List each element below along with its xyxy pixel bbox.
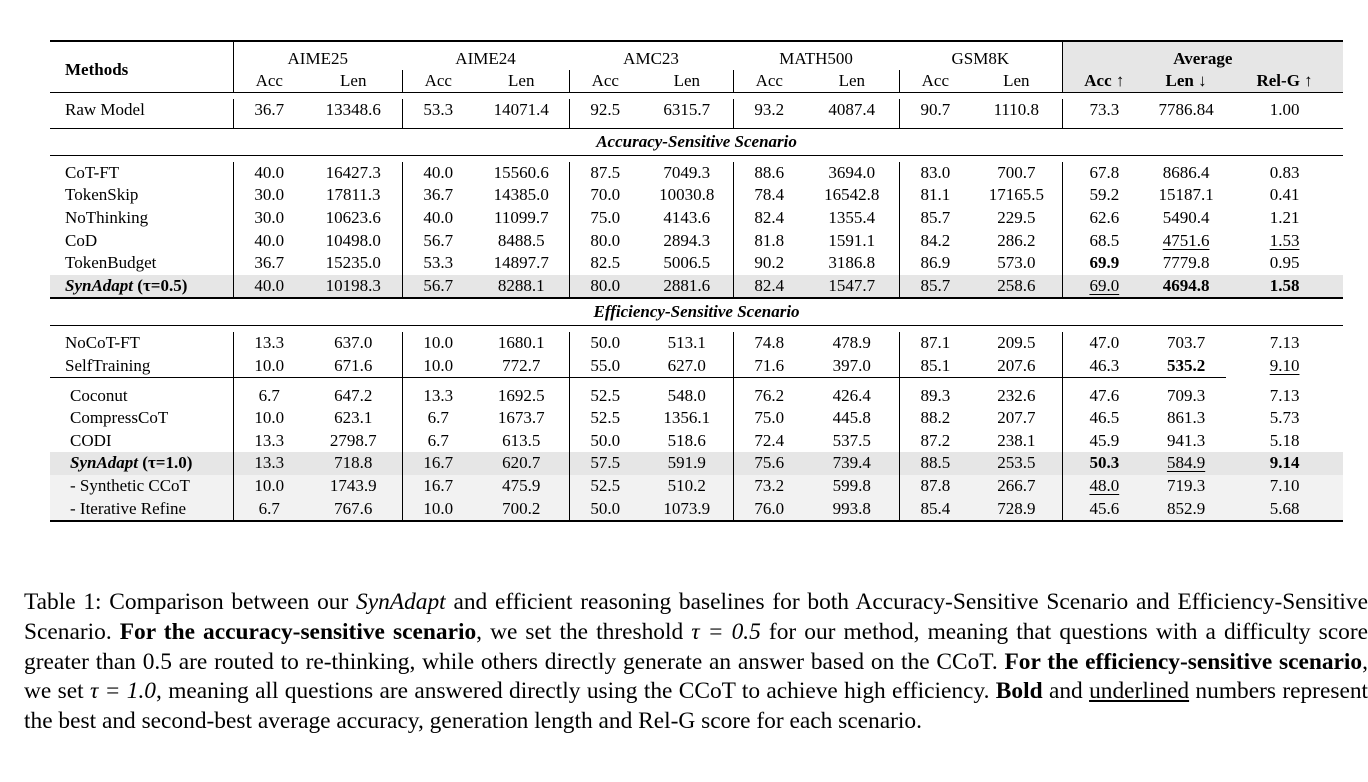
value-cell: 81.8 [733, 229, 805, 252]
value-cell: 52.5 [569, 475, 641, 498]
value-cell: 14071.4 [493, 100, 549, 120]
value-cell: 4087.4 [828, 100, 876, 120]
section-title-row [50, 298, 1343, 326]
value-cell: 17165.5 [988, 185, 1044, 205]
method-name: NoThinking [65, 208, 149, 228]
value-cell: 83.0 [899, 162, 971, 185]
value-cell: 80.0 [569, 275, 641, 299]
value-cell: 87.2 [899, 430, 971, 453]
value-cell: 1073.9 [641, 497, 733, 521]
value-cell: 85.7 [899, 275, 971, 299]
table-row [50, 497, 1343, 521]
value-cell: 6.7 [233, 497, 305, 521]
value-cell: 10623.6 [325, 208, 381, 228]
value-cell: 89.3 [899, 384, 971, 407]
value-cell: 3694.0 [828, 162, 876, 182]
average-cell: 703.7 [1166, 333, 1206, 353]
table-row [50, 384, 1343, 407]
value-cell: 85.4 [899, 497, 971, 521]
table-row [50, 452, 1343, 475]
method-name: NoCoT-FT [65, 333, 140, 353]
value-cell: 30.0 [233, 207, 305, 230]
average-cell: 709.3 [1166, 385, 1206, 405]
value-cell: 718.8 [305, 452, 402, 475]
value-cell: 229.5 [997, 208, 1036, 228]
value-cell: 87.1 [899, 332, 971, 355]
value-cell: 258.6 [971, 275, 1062, 299]
value-cell: 84.2 [899, 229, 971, 252]
value-cell: 40.0 [233, 229, 305, 252]
value-cell: 623.1 [334, 408, 373, 428]
value-cell: 93.2 [733, 99, 805, 122]
average-cell: 8686.4 [1162, 162, 1210, 182]
caption-text: , we set [24, 648, 1368, 705]
value-cell: 6315.7 [663, 100, 711, 120]
value-cell: 232.6 [997, 385, 1036, 405]
value-cell: 700.2 [474, 497, 569, 521]
value-cell: 87.8 [899, 475, 971, 498]
average-cell: 584.9 [1146, 452, 1226, 475]
average-cell: 7.13 [1269, 385, 1300, 405]
average-cell: 852.9 [1146, 497, 1226, 521]
value-cell: 57.5 [569, 452, 641, 475]
average-cell: 7779.8 [1162, 253, 1210, 273]
value-cell: 11099.7 [493, 208, 549, 228]
table-row [50, 99, 1343, 122]
value-cell: 40.0 [402, 207, 474, 230]
average-cell: 62.6 [1062, 207, 1146, 230]
value-cell: 13.3 [233, 332, 305, 355]
len-header: Len [838, 71, 866, 90]
value-cell: 13348.6 [325, 100, 381, 120]
value-cell: 55.0 [569, 355, 641, 378]
value-cell: 50.0 [569, 497, 641, 521]
value-cell: 548.0 [667, 385, 706, 405]
value-cell: 50.0 [569, 332, 641, 355]
caption-bold-word: Bold [995, 678, 1043, 705]
table-row [50, 252, 1343, 275]
acc-header: Acc [569, 70, 641, 93]
value-cell: 8288.1 [474, 275, 569, 299]
value-cell: 74.8 [733, 332, 805, 355]
value-cell: 478.9 [832, 333, 871, 353]
value-cell: 78.4 [733, 184, 805, 207]
value-cell: 8488.5 [497, 230, 545, 250]
value-cell: 573.0 [997, 253, 1036, 273]
value-cell: 207.6 [997, 356, 1036, 376]
value-cell: 426.4 [832, 385, 871, 405]
value-cell: 10.0 [402, 332, 474, 355]
avg-len-header: Len ↓ [1146, 70, 1226, 93]
method-name: CODI [70, 430, 112, 450]
average-cell: 47.6 [1062, 384, 1146, 407]
average-header: Average [1062, 41, 1343, 70]
average-cell: 4694.8 [1146, 275, 1226, 299]
value-cell: 1692.5 [497, 385, 545, 405]
average-cell: 0.95 [1269, 253, 1300, 273]
value-cell: 1673.7 [497, 408, 545, 428]
average-cell: 68.5 [1062, 229, 1146, 252]
acc-header: Acc [899, 70, 971, 93]
table-row [50, 430, 1343, 453]
value-cell: 10030.8 [659, 185, 715, 205]
avg-relg-header: Rel-G ↑ [1226, 70, 1343, 93]
average-cell: 69.9 [1062, 252, 1146, 275]
dataset-header: AIME25 [233, 41, 402, 70]
value-cell: 767.6 [305, 497, 402, 521]
method-name: - Synthetic CCoT [50, 475, 233, 498]
value-cell: 1355.4 [828, 208, 876, 228]
table-caption [24, 588, 1368, 737]
value-cell: 87.5 [569, 162, 641, 185]
value-cell: 90.2 [733, 252, 805, 275]
section-title-row [50, 128, 1343, 155]
average-cell: 59.2 [1062, 184, 1146, 207]
value-cell: 613.5 [502, 430, 541, 450]
value-cell: 513.1 [667, 333, 706, 353]
value-cell: 53.3 [402, 252, 474, 275]
average-cell: 73.3 [1062, 99, 1146, 122]
table-row [50, 407, 1343, 430]
value-cell: 5006.5 [663, 253, 711, 273]
dataset-header: AIME24 [402, 41, 569, 70]
value-cell: 85.7 [899, 207, 971, 230]
table-row [50, 475, 1343, 498]
average-cell: 48.0 [1062, 475, 1146, 498]
value-cell: 6.7 [402, 430, 474, 453]
acc-header: Acc [733, 70, 805, 93]
value-cell: 3186.8 [828, 253, 876, 273]
value-cell: 71.6 [733, 355, 805, 378]
value-cell: 85.1 [899, 355, 971, 378]
method-param: (τ=0.5) [137, 275, 188, 295]
value-cell: 16.7 [402, 475, 474, 498]
average-cell: 1.21 [1269, 208, 1300, 228]
method-name-italic: SynAdapt [65, 275, 134, 295]
value-cell: 16427.3 [325, 162, 381, 182]
average-cell: 47.0 [1062, 332, 1146, 355]
value-cell: 82.5 [569, 252, 641, 275]
acc-header: Acc [233, 70, 305, 93]
value-cell: 637.0 [334, 333, 373, 353]
value-cell: 52.5 [569, 407, 641, 430]
method-name: TokenSkip [65, 185, 139, 205]
caption-tau-value: τ = 0.5 [691, 618, 761, 645]
value-cell: 10.0 [402, 355, 474, 378]
value-cell: 266.7 [971, 475, 1062, 498]
value-cell: 81.1 [899, 184, 971, 207]
header-row-metrics [50, 70, 1343, 93]
value-cell: 36.7 [233, 99, 305, 122]
method-name: SelfTraining [65, 356, 151, 376]
method-name [50, 452, 233, 475]
average-cell: 5.73 [1269, 408, 1300, 428]
value-cell: 2881.6 [641, 275, 733, 299]
value-cell: 10.0 [233, 475, 305, 498]
caption-text: , meaning all questions are answered directly using the CCoT to achieve high efficiency. [156, 678, 996, 705]
method-name: CompressCoT [70, 408, 169, 428]
value-cell: 13.3 [233, 452, 305, 475]
caption-underlined-word: underlined [1089, 678, 1190, 705]
average-cell: 5.68 [1226, 497, 1343, 521]
value-cell: 36.7 [233, 252, 305, 275]
value-cell: 4143.6 [663, 208, 711, 228]
value-cell: 397.0 [832, 356, 871, 376]
average-cell: 535.2 [1166, 356, 1206, 376]
average-cell: 0.83 [1269, 162, 1300, 182]
table-row [50, 162, 1343, 185]
value-cell: 92.5 [569, 99, 641, 122]
value-cell: 82.4 [733, 207, 805, 230]
value-cell: 13.3 [233, 430, 305, 453]
dataset-header: GSM8K [899, 41, 1062, 70]
method-name: CoD [65, 230, 98, 250]
value-cell: 14897.7 [493, 253, 549, 273]
value-cell: 76.2 [733, 384, 805, 407]
value-cell: 10.0 [233, 355, 305, 378]
value-cell: 1547.7 [805, 275, 899, 299]
caption-bold-efficiency: For the efficiency-sensitive scenario [1004, 648, 1363, 675]
table-row [50, 355, 1343, 378]
caption-tau-value: τ = 1.0 [89, 678, 157, 705]
value-cell: 13.3 [402, 384, 474, 407]
method-name: CoT-FT [65, 162, 120, 182]
value-cell: 73.2 [733, 475, 805, 498]
results-table [50, 40, 1343, 522]
value-cell: 40.0 [402, 162, 474, 185]
method-name: TokenBudget [65, 253, 157, 273]
caption-text: numbers represent the best and second-best average accuracy, generation length and Rel-G score for each scenario. [24, 678, 1368, 735]
average-cell: 7.13 [1269, 333, 1300, 353]
value-cell: 671.6 [334, 356, 373, 376]
value-cell: 75.6 [733, 452, 805, 475]
section-title: Efficiency-Sensitive Scenario [50, 298, 1343, 326]
value-cell: 1680.1 [497, 333, 545, 353]
table-row [50, 184, 1343, 207]
methods-column-header: Methods [50, 41, 233, 93]
average-cell: 5490.4 [1162, 208, 1210, 228]
len-header: Len [673, 71, 700, 90]
value-cell: 50.0 [569, 430, 641, 453]
table-row [50, 275, 1343, 299]
value-cell: 253.5 [971, 452, 1062, 475]
value-cell: 209.5 [997, 333, 1036, 353]
value-cell: 620.7 [474, 452, 569, 475]
average-cell: 1.53 [1269, 230, 1300, 250]
dataset-header: MATH500 [733, 41, 899, 70]
value-cell: 2798.7 [329, 430, 377, 450]
len-header: Len [1003, 71, 1030, 90]
value-cell: 510.2 [641, 475, 733, 498]
average-cell: 7786.84 [1158, 100, 1214, 120]
average-cell: 1.00 [1269, 100, 1300, 120]
value-cell: 591.9 [641, 452, 733, 475]
value-cell: 445.8 [832, 408, 871, 428]
value-cell: 728.9 [971, 497, 1062, 521]
method-name-italic: SynAdapt [70, 453, 139, 473]
value-cell: 1591.1 [828, 230, 876, 250]
value-cell: 90.7 [899, 99, 971, 122]
caption-text: Table 1: Comparison between our [24, 589, 357, 615]
value-cell: 82.4 [733, 275, 805, 299]
value-cell: 7049.3 [663, 162, 711, 182]
caption-bold-accuracy: For the accuracy-sensitive scenario [119, 618, 477, 645]
value-cell: 75.0 [569, 207, 641, 230]
value-cell: 207.7 [997, 408, 1036, 428]
dataset-header: AMC23 [569, 41, 733, 70]
value-cell: 993.8 [805, 497, 899, 521]
value-cell: 40.0 [233, 275, 305, 299]
value-cell: 75.0 [733, 407, 805, 430]
average-cell: 941.3 [1166, 430, 1206, 450]
table-row [50, 229, 1343, 252]
value-cell: 627.0 [667, 356, 706, 376]
average-cell: 9.10 [1269, 356, 1300, 376]
average-cell: 4751.6 [1162, 230, 1210, 250]
value-cell: 16.7 [402, 452, 474, 475]
average-cell: 5.18 [1269, 430, 1300, 450]
len-header: Len [508, 71, 535, 90]
value-cell: 2894.3 [663, 230, 711, 250]
value-cell: 88.6 [733, 162, 805, 185]
value-cell: 17811.3 [325, 185, 381, 205]
value-cell: 36.7 [402, 184, 474, 207]
value-cell: 286.2 [997, 230, 1036, 250]
average-cell: 861.3 [1166, 408, 1206, 428]
value-cell: 1743.9 [305, 475, 402, 498]
caption-text: and efficient reasoning baselines for both Accuracy-Sensitive Scenario and Efficiency-Sensitive Scenario. [24, 589, 1368, 645]
value-cell: 10.0 [402, 497, 474, 521]
value-cell: 6.7 [402, 407, 474, 430]
average-cell: 7.10 [1226, 475, 1343, 498]
value-cell: 647.2 [334, 385, 373, 405]
section-title: Accuracy-Sensitive Scenario [50, 128, 1343, 155]
average-cell: 9.14 [1226, 452, 1343, 475]
caption-text: and [1042, 678, 1090, 705]
table-row [50, 332, 1343, 355]
acc-header: Acc [402, 70, 474, 93]
value-cell: 56.7 [402, 275, 474, 299]
value-cell: 70.0 [569, 184, 641, 207]
value-cell: 53.3 [402, 99, 474, 122]
value-cell: 16542.8 [824, 185, 880, 205]
header-row-datasets [50, 41, 1343, 70]
caption-method-name: SynAdapt [356, 589, 446, 615]
value-cell: 599.8 [805, 475, 899, 498]
avg-acc-header: Acc ↑ [1062, 70, 1146, 93]
average-cell: 0.41 [1269, 185, 1300, 205]
value-cell: 15235.0 [325, 253, 381, 273]
average-cell: 46.3 [1062, 355, 1146, 378]
value-cell: 537.5 [832, 430, 871, 450]
len-header: Len [340, 71, 367, 90]
value-cell: 88.5 [899, 452, 971, 475]
value-cell: 10498.0 [325, 230, 381, 250]
average-cell: 67.8 [1062, 162, 1146, 185]
value-cell: 40.0 [233, 162, 305, 185]
value-cell: 518.6 [667, 430, 706, 450]
average-cell: 69.0 [1062, 275, 1146, 299]
value-cell: 14385.0 [493, 185, 549, 205]
caption-text: for our method, meaning that questions with a difficulty score greater than 0.5 are routed to re-thinking, while others directly generate an answer based on the CCoT. [24, 618, 1368, 675]
value-cell: 238.1 [997, 430, 1036, 450]
value-cell: 88.2 [899, 407, 971, 430]
method-name: - Iterative Refine [50, 497, 233, 521]
method-name: Raw Model [65, 100, 145, 120]
value-cell: 6.7 [233, 384, 305, 407]
average-cell: 15187.1 [1158, 185, 1214, 205]
value-cell: 739.4 [805, 452, 899, 475]
average-cell: 719.3 [1146, 475, 1226, 498]
value-cell: 52.5 [569, 384, 641, 407]
value-cell: 56.7 [402, 229, 474, 252]
table-row [50, 207, 1343, 230]
value-cell: 10.0 [233, 407, 305, 430]
value-cell: 72.4 [733, 430, 805, 453]
value-cell: 1110.8 [993, 100, 1040, 120]
method-name [50, 275, 233, 299]
value-cell: 10198.3 [305, 275, 402, 299]
value-cell: 1356.1 [663, 408, 711, 428]
average-cell: 45.6 [1062, 497, 1146, 521]
method-name: Coconut [70, 385, 128, 405]
average-cell: 46.5 [1062, 407, 1146, 430]
method-param: (τ=1.0) [142, 453, 193, 473]
value-cell: 475.9 [474, 475, 569, 498]
value-cell: 30.0 [233, 184, 305, 207]
average-cell: 1.58 [1226, 275, 1343, 299]
value-cell: 700.7 [997, 162, 1036, 182]
value-cell: 86.9 [899, 252, 971, 275]
value-cell: 76.0 [733, 497, 805, 521]
value-cell: 80.0 [569, 229, 641, 252]
average-cell: 45.9 [1062, 430, 1146, 453]
value-cell: 15560.6 [493, 162, 549, 182]
value-cell: 772.7 [502, 356, 541, 376]
average-cell: 50.3 [1062, 452, 1146, 475]
caption-text: , we set the threshold [476, 618, 692, 645]
